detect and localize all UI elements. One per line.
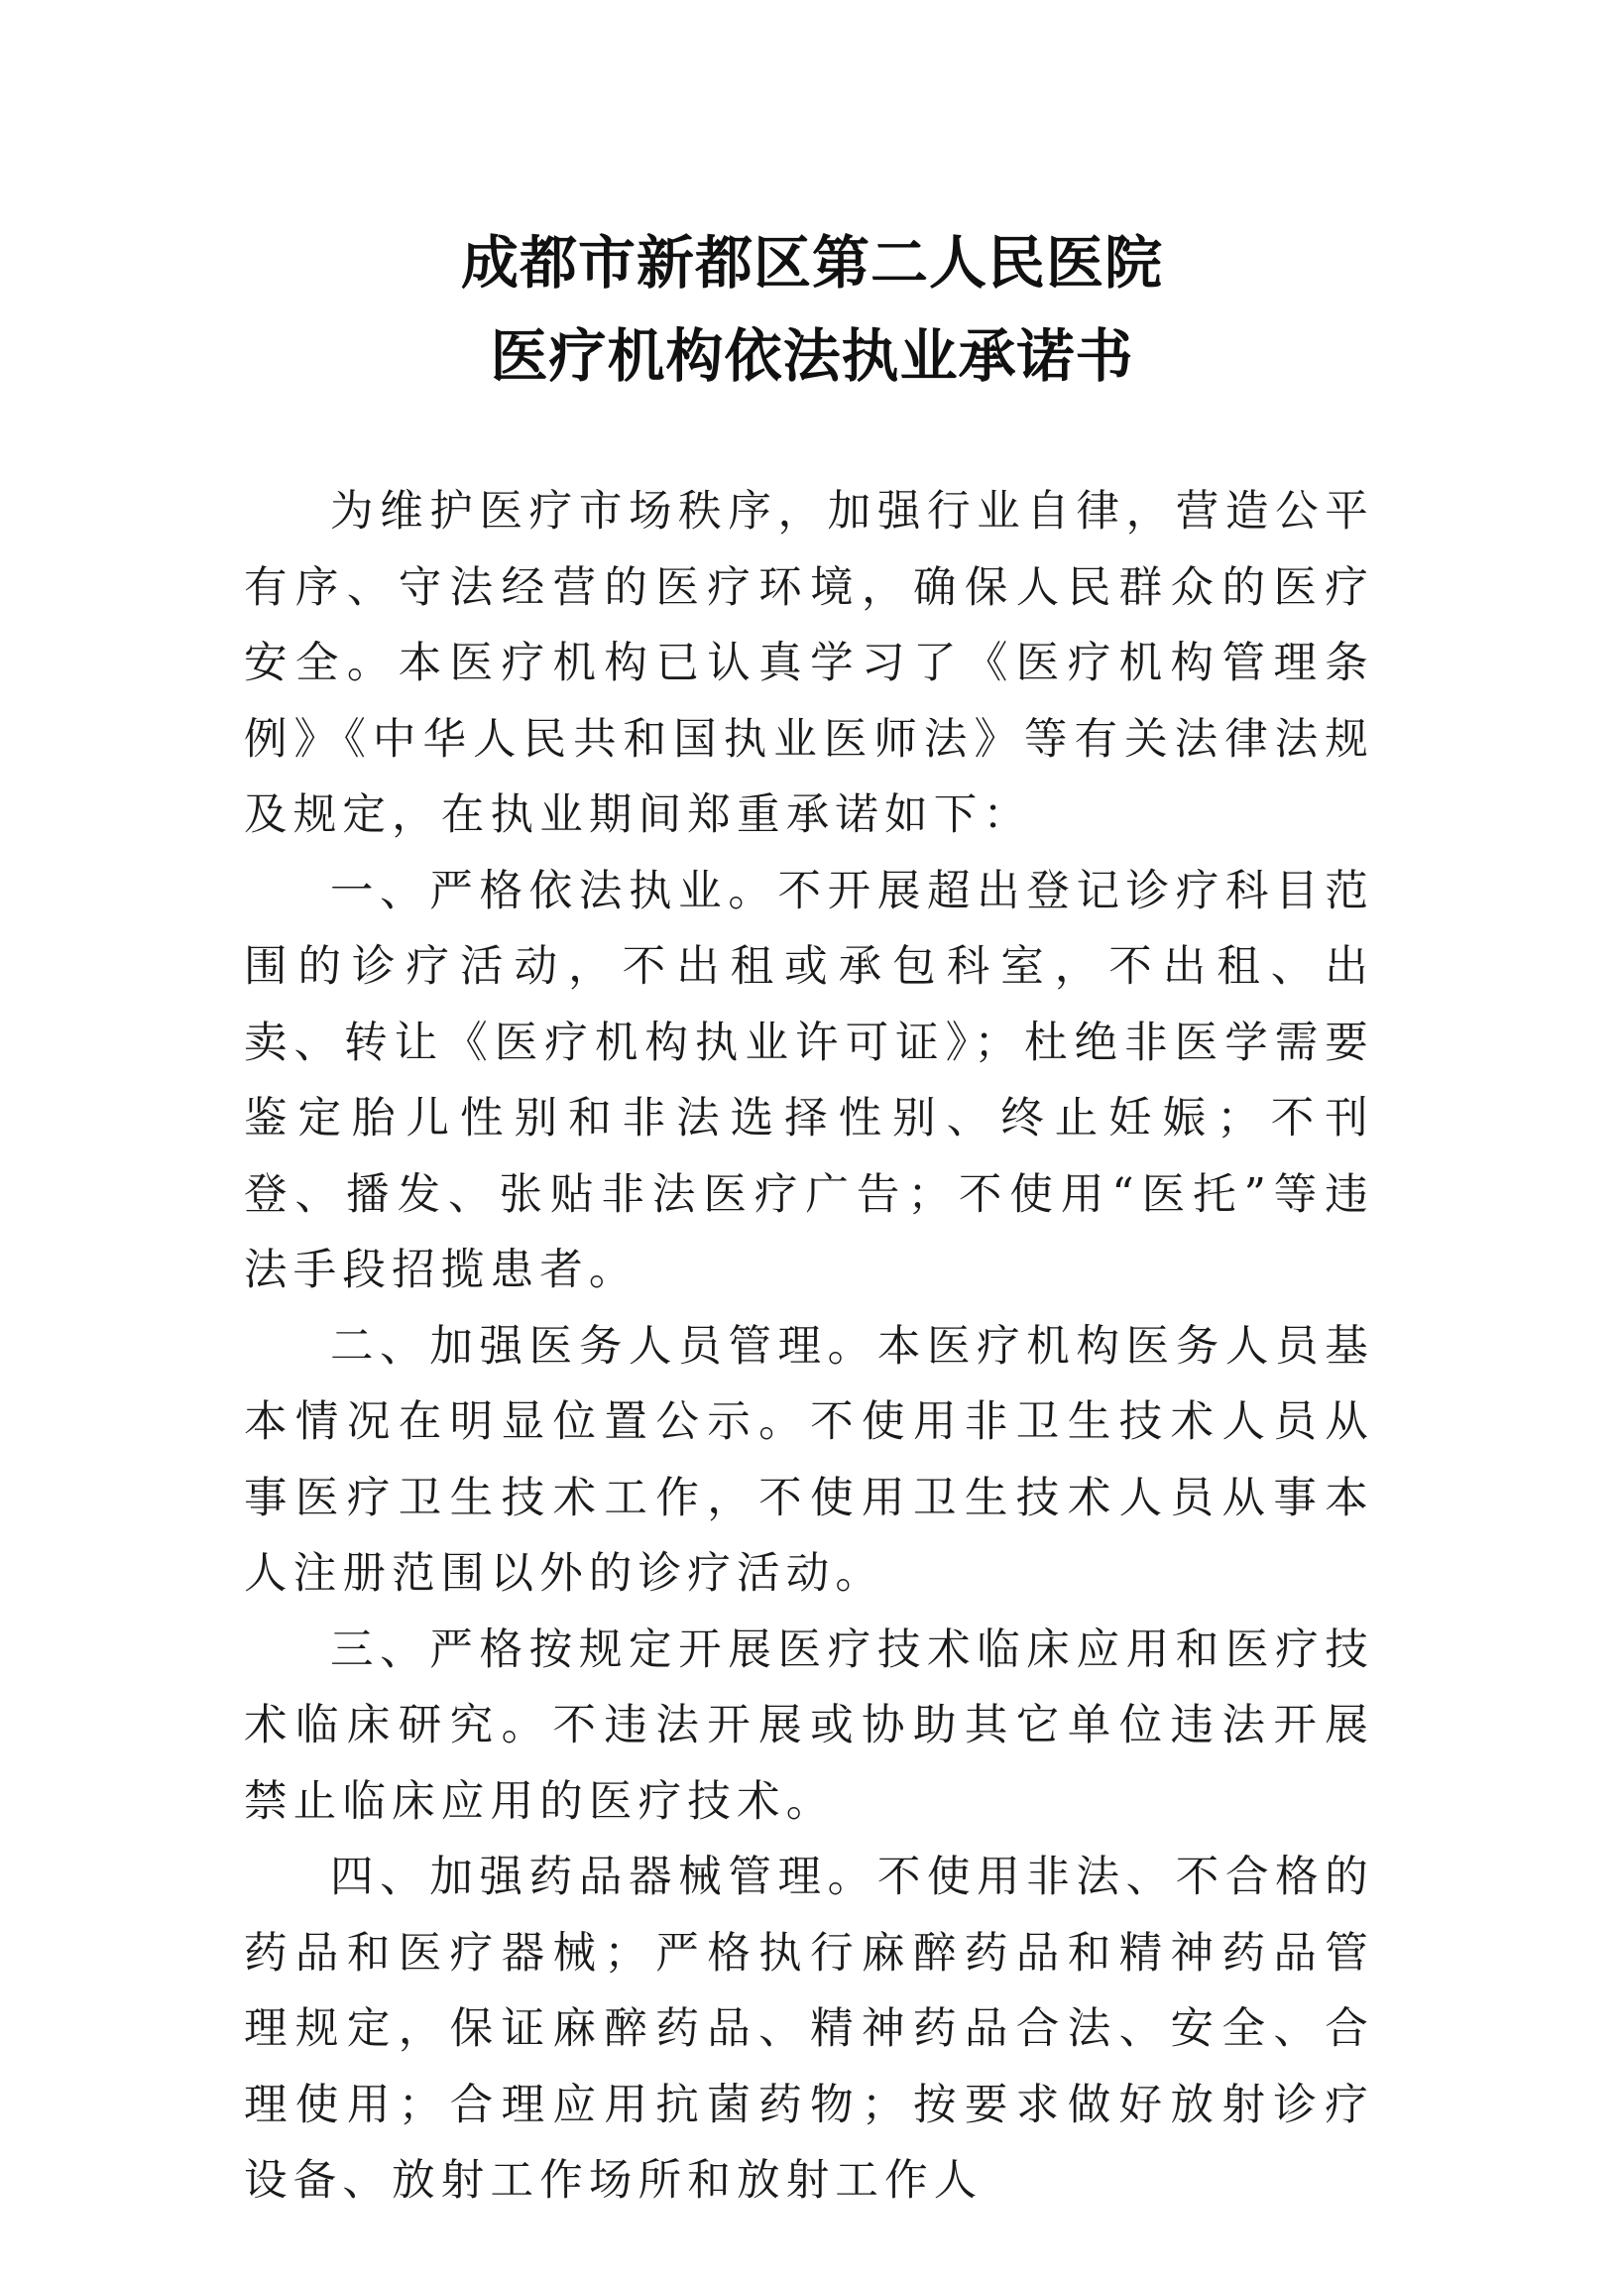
document-title-hospital: 成都市新都区第二人民医院 xyxy=(460,229,1163,297)
paragraph-item-2: 二、加强医务人员管理。本医疗机构医务人员基本情况在明显位置公示。不使用非卫生技术人员从事医疗卫生技术工作，不使用卫生技术人员从事本人注册范围以外的诊疗活动。 xyxy=(244,1321,1374,1599)
document-title-pledge: 医疗机构依法执业承诺书 xyxy=(490,322,1134,390)
document-body xyxy=(244,474,1374,2220)
paragraph-item-1: 一、严格依法执业。不开展超出登记诊疗科目范围的诊疗活动，不出租或承包科室，不出租、出卖、转让《医疗机构执业许可证》；杜绝非医学需要鉴定胎儿性别和非法选择性别、终止妊娠；不刊登、播发、张贴非法医疗广告；不使用“医托”等违法手段招揽患者。 xyxy=(244,866,1374,1295)
paragraph-item-4: 四、加强药品器械管理。不使用非法、不合格的药品和医疗器械；严格执行麻醉药品和精神药品管理规定，保证麻醉药品、精神药品合法、安全、合理使用；合理应用抗菌药物；按要求做好放射诊疗设备、放射工作场所和放射工作人 xyxy=(244,1853,1374,2206)
paragraph-intro: 为维护医疗市场秩序，加强行业自律，营造公平有序、守法经营的医疗环境，确保人民群众的医疗安全。本医疗机构已认真学习了《医疗机构管理条例》《中华人民共和国执业医师法》等有关法律法规及规定，在执业期间郑重承诺如下： xyxy=(244,487,1374,840)
paragraph-item-3: 三、严格按规定开展医疗技术临床应用和医疗技术临床研究。不违法开展或协助其它单位违法开展禁止临床应用的医疗技术。 xyxy=(244,1624,1374,1827)
